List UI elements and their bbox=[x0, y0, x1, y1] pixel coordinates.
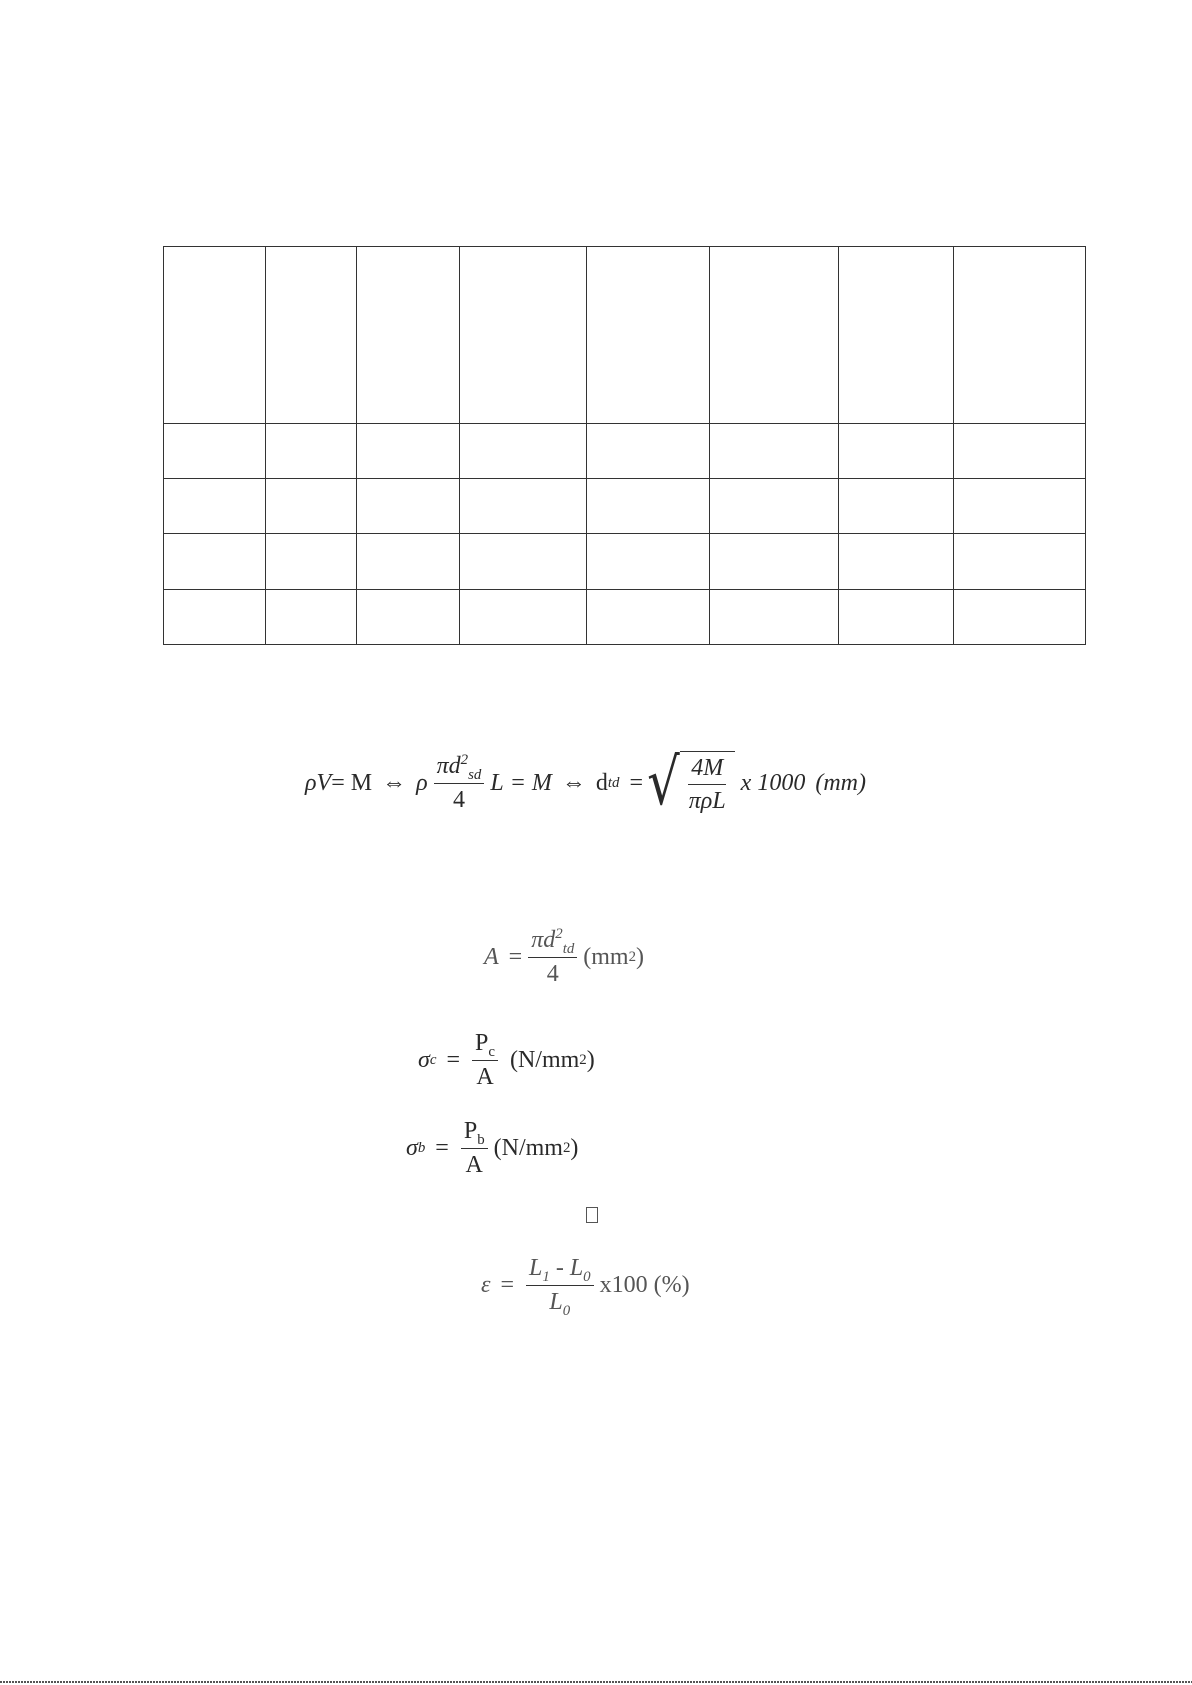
numerator: 4M bbox=[688, 755, 726, 785]
multiplier: x100 bbox=[599, 1271, 648, 1298]
table-cell bbox=[710, 247, 839, 424]
diameter-symbol: d bbox=[595, 769, 608, 796]
subscript: td bbox=[562, 940, 575, 957]
denominator: A bbox=[476, 1063, 494, 1090]
table-cell bbox=[587, 589, 710, 644]
formula-elongation bbox=[481, 1242, 690, 1328]
load-symbol: P bbox=[475, 1030, 489, 1057]
table-cell bbox=[710, 534, 839, 589]
area-symbol: A bbox=[484, 943, 499, 970]
length-symbol: L bbox=[490, 769, 504, 796]
mass-symbol: M bbox=[350, 769, 373, 796]
unit-label: (N/mm bbox=[509, 1046, 580, 1073]
table-cell bbox=[954, 247, 1086, 424]
radical-sign-icon: √ bbox=[647, 746, 680, 820]
unit-label: (%) bbox=[653, 1271, 690, 1298]
table-cell bbox=[839, 479, 954, 534]
formula-tensile-strength: σ b = $\frac{P_b}{A}$ (N/mm 2 ) bbox=[406, 1118, 579, 1178]
table-row bbox=[164, 534, 1086, 589]
table-cell bbox=[460, 534, 587, 589]
rho-symbol: ρ bbox=[416, 769, 428, 796]
final-length-symbol: L bbox=[529, 1255, 543, 1282]
table-cell bbox=[460, 423, 587, 478]
table-cell bbox=[460, 247, 587, 424]
fraction bbox=[528, 927, 577, 987]
table-cell bbox=[266, 423, 357, 478]
table-cell bbox=[710, 479, 839, 534]
unit-label: (N/mm bbox=[493, 1134, 563, 1161]
table-cell bbox=[587, 247, 710, 424]
square-root bbox=[643, 746, 735, 820]
sigma-symbol: σ bbox=[418, 1046, 430, 1073]
sigma-symbol: σ bbox=[406, 1134, 418, 1161]
load-symbol: P bbox=[463, 1118, 478, 1145]
missing-glyph-icon bbox=[586, 1207, 598, 1223]
subscript: 0 bbox=[583, 1268, 591, 1285]
equals-sign: = bbox=[435, 1134, 449, 1161]
table-cell bbox=[357, 534, 460, 589]
table-cell bbox=[266, 589, 357, 644]
fraction bbox=[472, 1030, 498, 1090]
table-cell bbox=[266, 247, 357, 424]
table-cell bbox=[839, 247, 954, 424]
equals-sign: = bbox=[629, 769, 643, 796]
table-cell bbox=[954, 534, 1086, 589]
table-cell bbox=[460, 589, 587, 644]
exponent: 2 bbox=[460, 752, 469, 769]
formula-mass-volume: ρ V = M ⇔ ρ $\frac{\pi d^2_{sd}}{4}$ L = M ⇔ d td = √ $\frac{4M}{\text{πρL}}$ x 1000 (mm) bbox=[305, 746, 866, 820]
table-cell bbox=[357, 423, 460, 478]
table-cell bbox=[357, 589, 460, 644]
table-cell bbox=[266, 534, 357, 589]
denominator: πρL bbox=[688, 788, 726, 814]
formula-area: A = $\frac{\pi d^2_{td}}{4}$ (mm 2 ) bbox=[484, 926, 645, 987]
denominator: A bbox=[465, 1151, 483, 1178]
subscript: 1 bbox=[542, 1268, 550, 1285]
table-cell bbox=[954, 423, 1086, 478]
table-row bbox=[164, 589, 1086, 644]
table-cell bbox=[954, 479, 1086, 534]
table-cell bbox=[266, 479, 357, 534]
page-bottom-border bbox=[0, 1681, 1192, 1683]
subscript: b bbox=[477, 1131, 485, 1148]
table-row bbox=[164, 479, 1086, 534]
denominator: 4 bbox=[452, 786, 465, 813]
table-cell bbox=[954, 589, 1086, 644]
table-cell bbox=[710, 423, 839, 478]
table-header-row bbox=[164, 247, 1086, 424]
initial-length-symbol: L bbox=[569, 1255, 584, 1282]
table-cell bbox=[710, 589, 839, 644]
table-cell bbox=[587, 534, 710, 589]
equals-sign: = bbox=[446, 1046, 460, 1073]
exponent: 2 bbox=[555, 926, 563, 943]
fraction bbox=[461, 1118, 488, 1178]
subscript: sd bbox=[468, 766, 482, 783]
volume-symbol: V bbox=[316, 769, 332, 796]
unit-close: ) bbox=[586, 1046, 595, 1073]
table-cell bbox=[839, 423, 954, 478]
data-table bbox=[163, 246, 1086, 645]
table-cell bbox=[839, 534, 954, 589]
table-cell bbox=[357, 247, 460, 424]
fraction bbox=[526, 1255, 594, 1319]
minus-sign: - bbox=[555, 1255, 564, 1282]
table-cell bbox=[460, 479, 587, 534]
denominator: 4 bbox=[546, 960, 559, 987]
equals-sign: = bbox=[500, 1271, 515, 1298]
unit-label: (mm bbox=[583, 943, 629, 970]
rho-symbol: ρ bbox=[305, 769, 317, 796]
equals-mass: = M bbox=[509, 769, 552, 796]
epsilon-symbol: ε bbox=[481, 1271, 491, 1298]
table-cell bbox=[587, 479, 710, 534]
table-cell bbox=[164, 589, 266, 644]
table-cell bbox=[357, 479, 460, 534]
multiplier: x 1000 bbox=[740, 769, 806, 796]
table-cell bbox=[587, 423, 710, 478]
fraction bbox=[686, 755, 729, 815]
fraction bbox=[434, 753, 485, 813]
subscript: 0 bbox=[562, 1302, 571, 1319]
unit-close: ) bbox=[570, 1134, 579, 1161]
initial-length-symbol: L bbox=[549, 1288, 563, 1315]
iff-symbol: ⇔ bbox=[382, 769, 407, 796]
iff-symbol: ⇔ bbox=[561, 769, 586, 796]
equals-sign: = bbox=[508, 943, 523, 970]
table-cell bbox=[164, 247, 266, 424]
table-cell bbox=[164, 479, 266, 534]
pi-d-term: πd bbox=[531, 927, 556, 954]
unit-close: ) bbox=[636, 943, 645, 970]
table-cell bbox=[164, 423, 266, 478]
table-cell bbox=[839, 589, 954, 644]
equals-sign: = bbox=[331, 769, 345, 796]
formula-yield-stress: σ c = $\frac{P_c}{A}$ (N/mm 2 ) bbox=[418, 1030, 595, 1090]
unit-label: (mm) bbox=[815, 769, 866, 796]
subscript: c bbox=[488, 1043, 495, 1060]
table-cell bbox=[164, 534, 266, 589]
pi-d-term: πd bbox=[436, 753, 461, 780]
table-row bbox=[164, 423, 1086, 478]
